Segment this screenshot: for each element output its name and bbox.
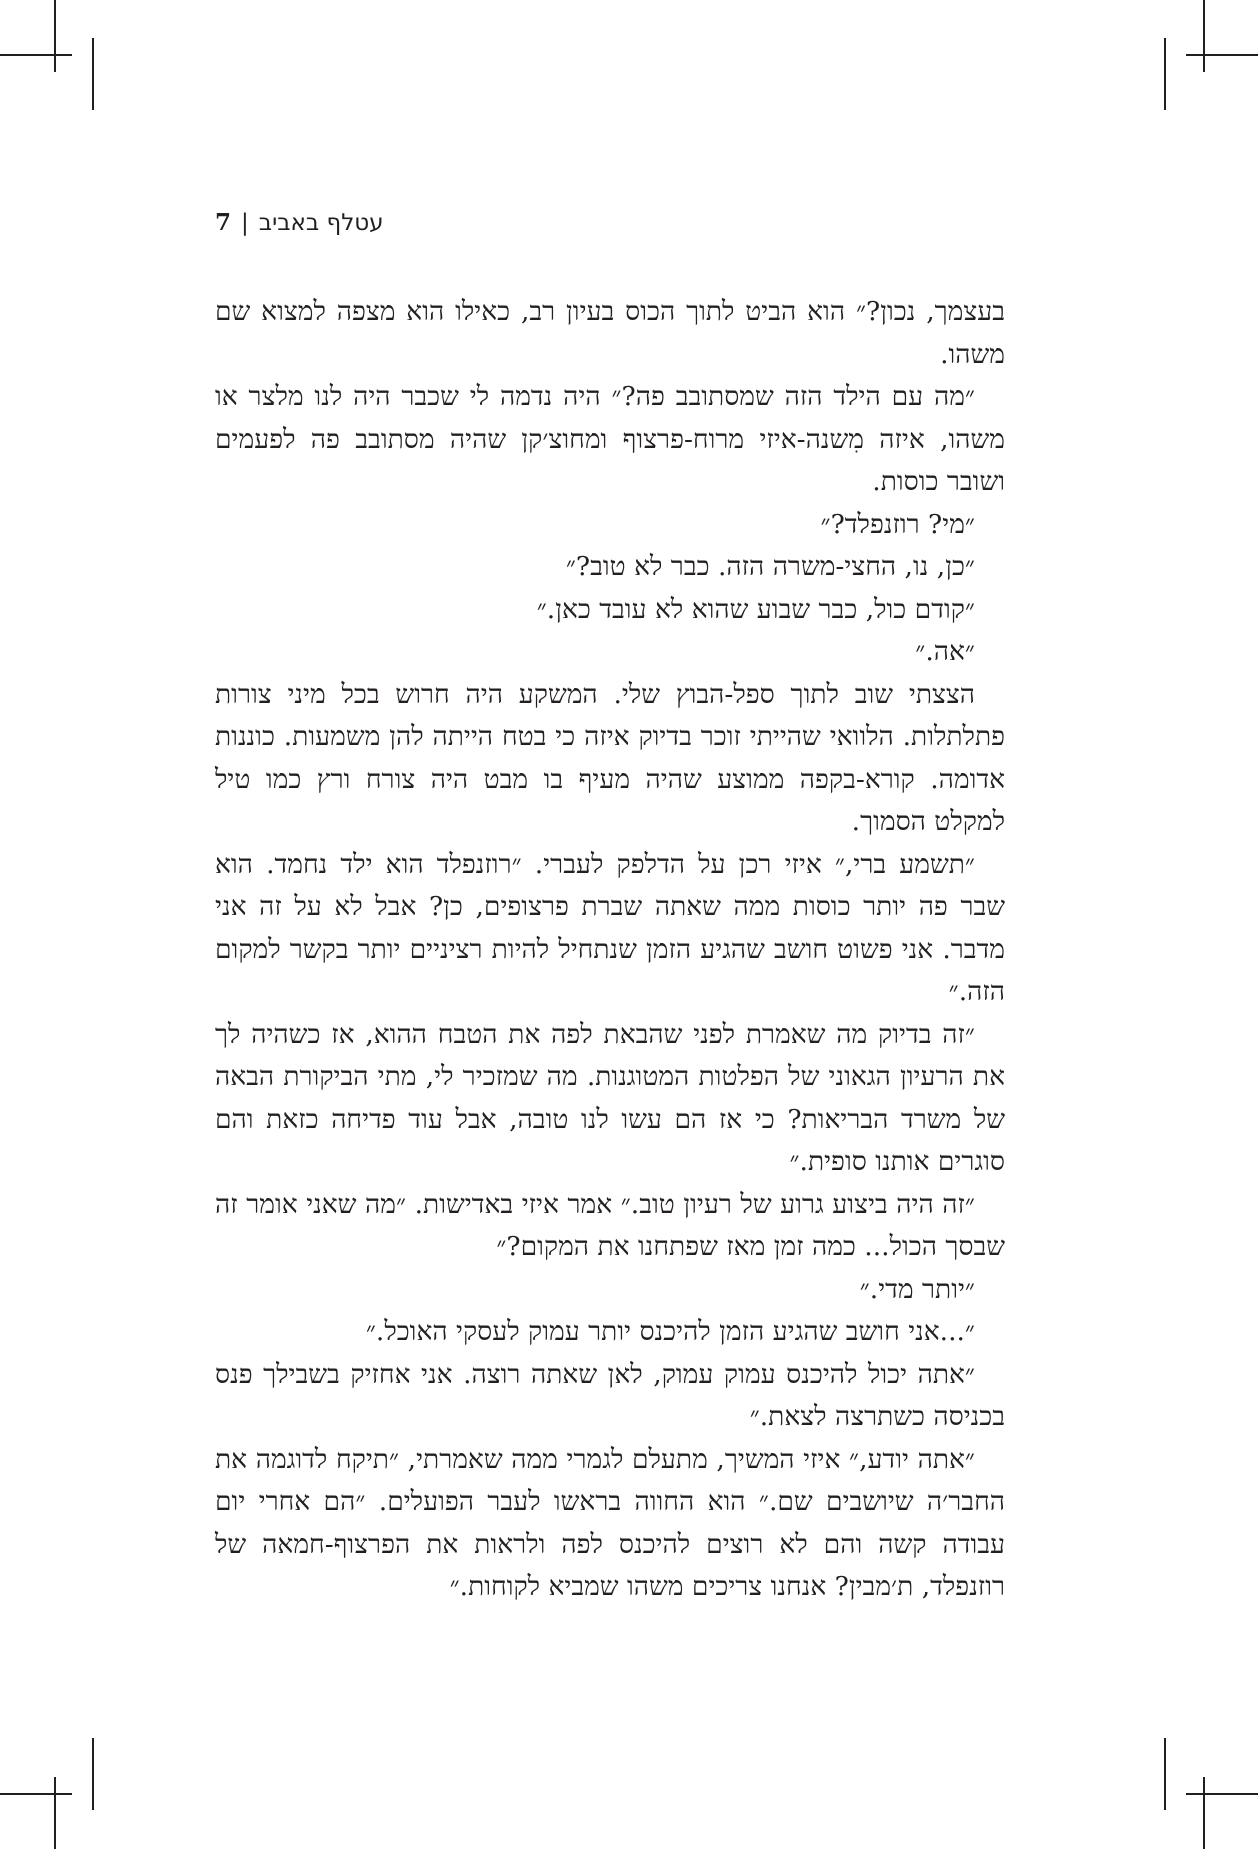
- crop-mark-bottom-right-horizontal: [1186, 1793, 1258, 1795]
- paragraph: ״תשמע ברי,״ איזי רכן על הדלפק לעברי. ״רוזנפלד הוא ילד נחמד. הוא שבר פה יותר כוסות ממה שאתה שברת פרצופים, כן? אבל לא על זה אני מדבר. אני פשוט חושב שהגיע הזמן שנתחיל להיות רציניים יותר בקשר למקום הזה.״: [215, 848, 1005, 1007]
- book-title: עטלף באביב: [258, 210, 384, 236]
- crop-mark-top-right-vertical: [1203, 0, 1205, 72]
- paragraph: ״קודם כול, כבר שבוע שהוא לא עובד כאן.״: [536, 593, 975, 625]
- paragraph: ״מי? רוזנפלד?״: [820, 508, 975, 540]
- crop-mark-top-right-horizontal: [1186, 54, 1258, 56]
- paragraph: ״מה עם הילד הזה שמסתובב פה?״ היה נדמה לי שכבר היה לנו מלצר או משהו, איזה מִשנה-איזי מרוח-פרצוף ומחוצ׳קן שהיה מסתובב פה לפעמים ושובר כוסות.: [215, 381, 1005, 497]
- page-number: 7: [215, 209, 232, 236]
- crop-mark-bottom-right-inner-vertical: [1164, 1738, 1166, 1810]
- paragraph: ״כן, נו, החצי-משרה הזה. כבר לא טוב?״: [565, 551, 975, 582]
- crop-mark-bottom-left-vertical: [54, 1777, 56, 1849]
- paragraph: ״אתה יכול להיכנס עמוק עמוק, לאן שאתה רוצה. אני אחזיק בשבילך פנס בכניסה כשתרצה לצאת.״: [215, 1358, 1005, 1432]
- crop-mark-bottom-right-vertical: [1203, 1777, 1205, 1849]
- crop-mark-bottom-left-inner-vertical: [92, 1738, 94, 1810]
- header-separator: |: [241, 210, 249, 236]
- paragraph: בעצמך, נכון?״ הוא הביט לתוך הכוס בעיון רב, כאילו הוא מצפה למצוא שם משהו.: [215, 296, 1005, 370]
- crop-mark-top-left-inner-vertical: [92, 38, 94, 110]
- paragraph: הצצתי שוב לתוך ספל-הבוץ שלי. המשקע היה חרוש בכל מיני צורות פתלתלות. הלוואי שהייתי זוכר בדיוק איזה כי בטח הייתה להן משמעות. כוננות אדומה. קורא-בקפה ממוצע שהיה מעיף בו מבט היה צורח ורץ כמו טיל למקלט הסמוך.: [215, 678, 1005, 837]
- paragraph: ״אתה יודע,״ איזי המשיך, מתעלם לגמרי ממה שאמרתי, ״תיקח לדוגמה את החבר׳ה שיושבים שם.״ הוא החווה בראשו לעבר הפועלים. ״הם אחרי יום עבודה קשה והם לא רוצים להיכנס לפה ולראות את הפרצוף-חמאה של רוזנפלד, ת׳מבין? אנחנו צריכים משהו שמביא לקוחות.״: [215, 1443, 1005, 1602]
- crop-mark-top-left-horizontal: [0, 54, 72, 56]
- paragraph: ״...אני חושב שהגיע הזמן להיכנס יותר עמוק לעסקי האוכל.״: [365, 1316, 975, 1347]
- paragraph: ״זה בדיוק מה שאמרת לפני שהבאת לפה את הטבח ההוא, אז כשהיה לך את הרעיון הגאוני של הפלטות המטוגנות. מה שמזכיר לי, מתי הביקורת הבאה של משרד הבריאות? כי אז הם עשו לנו טובה, אבל עוד פדיחה כזאת והם סוגרים אותנו סופית.״: [215, 1018, 1005, 1177]
- crop-mark-top-left-vertical: [54, 0, 56, 72]
- paragraph: ״אה.״: [915, 636, 975, 667]
- paragraph: ״יותר מדי.״: [859, 1273, 975, 1305]
- running-head: [215, 208, 1005, 238]
- paragraph: ״זה היה ביצוע גרוע של רעיון טוב.״ אמר איזי באדישות. ״מה שאני אומר זה שבסך הכול... כמה זמן מאז שפתחנו את המקום?״: [215, 1188, 1005, 1262]
- crop-mark-top-right-inner-vertical: [1164, 38, 1166, 110]
- body-text: [215, 291, 1005, 1609]
- crop-mark-bottom-left-horizontal: [0, 1793, 72, 1795]
